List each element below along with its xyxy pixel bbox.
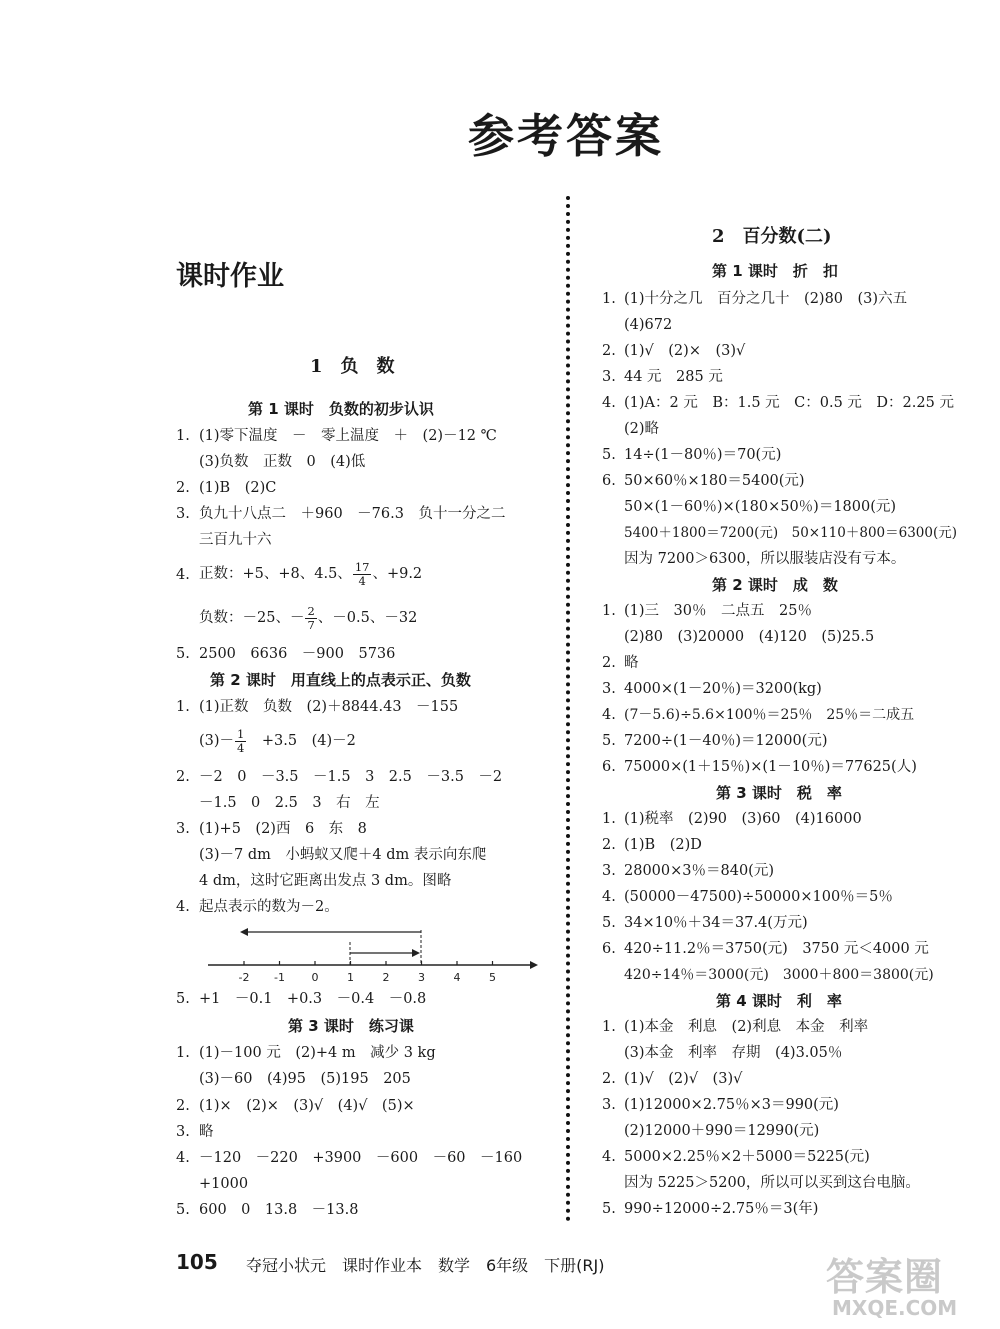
answer-line-positive — [199, 556, 422, 592]
axis-tick-label: 2 — [382, 971, 390, 984]
item-number: 5. — [602, 733, 616, 749]
item-number: 2. — [602, 837, 616, 853]
item-number: 4. — [602, 707, 616, 723]
chapter-title: 2 百分数(二) — [712, 226, 832, 247]
item-number: 3. — [176, 506, 190, 522]
item-number: 2. — [602, 1071, 616, 1087]
axis-tick-label: 0 — [311, 971, 319, 984]
answer-line: (1)B (2)C — [199, 480, 277, 496]
item-number: 4. — [176, 567, 190, 583]
answer-line: (1)× (2)× (3)√ (4)√ (5)× — [199, 1098, 415, 1114]
item-number: 4. — [602, 1149, 616, 1165]
answer-line: (3)负数 正数 0 (4)低 — [199, 454, 366, 470]
answer-line: (1)√ (2)× (3)√ — [624, 343, 746, 359]
lesson-title: 第 3 课时 税 率 — [716, 784, 842, 802]
answer-line: (1)12000×2.75％×3＝990(元) — [624, 1097, 839, 1113]
watermark-url: MXQE.COM — [832, 1296, 958, 1320]
answer-line: 7200÷(1－40％)＝12000(元) — [624, 733, 828, 749]
answer-line: +1000 — [199, 1176, 249, 1192]
answer-line: 5400＋1800＝7200(元) 50×110＋800＝6300(元) — [624, 525, 958, 541]
answer-line: (2)略 — [624, 421, 660, 437]
answer-line: 50×(1－60％)×(180×50％)＝1800(元) — [624, 499, 897, 515]
text: 负数：－25、－ — [199, 610, 305, 626]
item-number: 6. — [602, 473, 616, 489]
answer-line: 5000×2.25％×2＋5000＝5225(元) — [624, 1149, 870, 1165]
item-number: 2. — [602, 655, 616, 671]
item-number: 5. — [602, 447, 616, 463]
lesson-title: 第 2 课时 成 数 — [712, 576, 838, 594]
answer-line: (1)本金 利息 (2)利息 本金 利率 — [624, 1019, 869, 1035]
item-number: 1. — [176, 1045, 190, 1061]
answer-line: 990÷12000÷2.75％＝3(年) — [624, 1201, 819, 1217]
answer-line: 50×60％×180＝5400(元) — [624, 473, 805, 489]
item-number: 3. — [602, 863, 616, 879]
answer-line — [199, 723, 356, 759]
answer-line: (3)本金 利率 存期 (4)3.05％ — [624, 1045, 843, 1061]
text: (3)－ — [199, 733, 235, 749]
answer-line: (2)12000＋990＝12990(元) — [624, 1123, 820, 1139]
answer-line: 600 0 13.8 －13.8 — [199, 1202, 359, 1218]
item-number: 5. — [176, 991, 190, 1007]
item-number: 1. — [602, 291, 616, 307]
answer-line: (1)B (2)D — [624, 837, 702, 853]
item-number: 2. — [176, 1098, 190, 1114]
item-number: 3. — [176, 821, 190, 837]
answer-line: 2500 6636 －900 5736 — [199, 646, 396, 662]
axis-tick-label: 1 — [347, 971, 354, 984]
answer-line: (1)零下温度 － 零上温度 ＋ (2)－12 ℃ — [199, 428, 497, 444]
answer-line: 略 — [199, 1124, 214, 1140]
page-title: 参考答案 — [468, 109, 664, 163]
answer-line: (3)－7 dm 小蚂蚁又爬＋4 dm 表示向东爬 — [199, 847, 487, 863]
answer-line: 14÷(1－80％)＝70(元) — [624, 447, 782, 463]
answer-line: 因为 7200＞6300，所以服装店没有亏本。 — [624, 551, 906, 567]
axis-tick-label: 4 — [453, 971, 461, 984]
item-number: 3. — [602, 1097, 616, 1113]
item-number: 1. — [176, 699, 190, 715]
answer-line: 34×10％＋34＝37.4(万元) — [624, 915, 808, 931]
answer-line: 三百九十六 — [199, 532, 272, 548]
item-number: 3. — [176, 1124, 190, 1140]
answer-line: －1.5 0 2.5 3 右 左 — [199, 795, 380, 811]
item-number: 2. — [176, 480, 190, 496]
book-info: 夺冠小状元 课时作业本 数学 6年级 下册(RJ) — [246, 1256, 605, 1275]
answer-line: 75000×(1＋15％)×(1－10％)＝77625(人) — [624, 759, 917, 775]
answer-line: 略 — [624, 655, 639, 671]
item-number: 5. — [176, 1202, 190, 1218]
axis-tick-label: 5 — [489, 971, 496, 984]
text: 正数：+5、+8、4.5、 — [199, 566, 352, 582]
item-number: 5. — [602, 1201, 616, 1217]
item-number: 3. — [602, 369, 616, 385]
fraction: $\frac{1}{4}$ — [237, 726, 245, 755]
answer-line: 负九十八点二 ＋960 －76.3 负十一分之二 — [199, 506, 506, 522]
item-number: 5. — [602, 915, 616, 931]
lesson-title: 第 4 课时 利 率 — [716, 992, 842, 1010]
answer-line: (1)－100 元 (2)+4 m 减少 3 kg — [199, 1045, 436, 1061]
item-number: 1. — [602, 811, 616, 827]
section-title: 课时作业 — [176, 261, 284, 292]
answer-line: (50000－47500)÷50000×100％＝5％ — [624, 889, 893, 905]
item-number: 5. — [176, 646, 190, 662]
answer-line: +1 －0.1 +0.3 －0.4 －0.8 — [199, 991, 427, 1007]
answer-line: (2)80 (3)20000 (4)120 (5)25.5 — [624, 629, 875, 645]
answer-line: (4)672 — [624, 317, 673, 333]
item-number: 4. — [602, 395, 616, 411]
axis-arrowhead — [530, 961, 538, 969]
number-line-diagram — [200, 924, 540, 984]
answer-line: (7－5.6)÷5.6×100％＝25％ 25％＝二成五 — [624, 707, 915, 723]
answer-line: 28000×3％＝840(元) — [624, 863, 774, 879]
answer-line: (1)A：2 元 B：1.5 元 C：0.5 元 D：2.25 元 — [624, 395, 954, 411]
answer-line: 44 元 285 元 — [624, 369, 723, 385]
watermark-logo: 答案圈 — [826, 1255, 944, 1299]
chapter-title: 1 负 数 — [310, 356, 395, 377]
item-number: 2. — [176, 769, 190, 785]
answer-line: 420÷11.2％＝3750(元) 3750 元＜4000 元 — [624, 941, 929, 957]
item-number: 6. — [602, 759, 616, 775]
answer-line: 因为 5225＞5200，所以可以买到这台电脑。 — [624, 1175, 920, 1191]
item-number: 3. — [602, 681, 616, 697]
page-number: 105 — [176, 1250, 218, 1274]
answer-line: 4000×(1－20％)＝3200(kg) — [624, 681, 822, 697]
answer-line: (1)正数 负数 (2)＋8844.43 －155 — [199, 699, 459, 715]
text: 、+9.2 — [372, 566, 423, 582]
text: +3.5 (4)－2 — [247, 733, 356, 749]
item-number: 2. — [602, 343, 616, 359]
item-number: 6. — [602, 941, 616, 957]
move-right-arrowhead — [412, 949, 420, 957]
answer-line: －2 0 －3.5 －1.5 3 2.5 －3.5 －2 — [199, 769, 503, 785]
answer-line: (1)+5 (2)西 6 东 8 — [199, 821, 367, 837]
lesson-title: 第 1 课时 负数的初步认识 — [248, 400, 434, 418]
axis-tick-label: 3 — [418, 971, 425, 984]
column-divider — [566, 196, 570, 1222]
answer-line: (3)－60 (4)95 (5)195 205 — [199, 1071, 411, 1087]
item-number: 1. — [176, 428, 190, 444]
answer-line: 4 dm，这时它距离出发点 3 dm。图略 — [199, 873, 452, 889]
move-left-arrowhead — [240, 928, 248, 936]
answer-line-negative — [199, 600, 417, 636]
axis-tick-label: -1 — [274, 971, 285, 984]
item-number: 4. — [176, 1150, 190, 1166]
lesson-title: 第 3 课时 练习课 — [288, 1017, 414, 1035]
item-number: 1. — [602, 1019, 616, 1035]
fraction: $\frac{2}{7}$ — [307, 603, 315, 632]
lesson-title: 第 1 课时 折 扣 — [712, 262, 838, 280]
answer-line: (1)三 30％ 二点五 25％ — [624, 603, 812, 619]
fraction: $\frac{17}{4}$ — [354, 559, 370, 588]
item-number: 4. — [602, 889, 616, 905]
answer-line: (1)税率 (2)90 (3)60 (4)16000 — [624, 811, 862, 827]
item-number: 4. — [176, 899, 190, 915]
item-number: 1. — [602, 603, 616, 619]
axis-tick-label: -2 — [238, 971, 250, 984]
answer-line: (1)√ (2)√ (3)√ — [624, 1071, 743, 1087]
answer-line: (1)十分之几 百分之几十 (2)80 (3)六五 — [624, 291, 908, 307]
answer-line: 起点表示的数为－2。 — [199, 899, 339, 915]
answer-line: 420÷14％＝3000(元) 3000＋800＝3800(元) — [624, 967, 934, 983]
lesson-title: 第 2 课时 用直线上的点表示正、负数 — [210, 671, 471, 689]
answer-line: －120 －220 +3900 －600 －60 －160 — [199, 1150, 523, 1166]
text: 、－0.5、－32 — [317, 610, 418, 626]
